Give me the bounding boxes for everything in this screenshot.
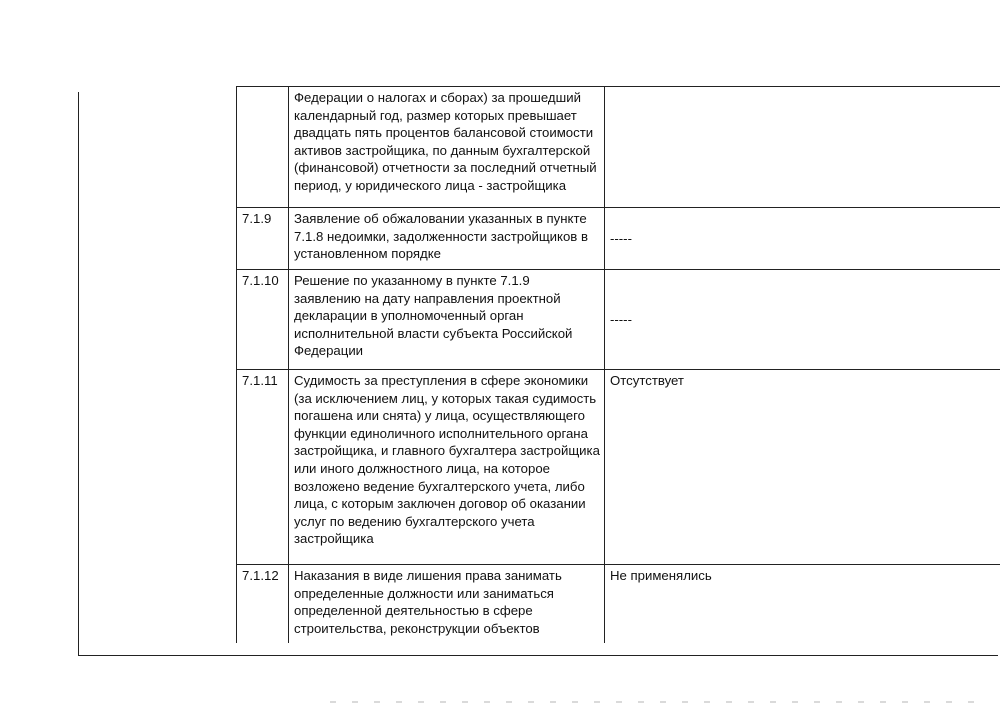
- left-margin-rule: [78, 92, 79, 656]
- item-number: 7.1.9: [237, 208, 289, 270]
- item-number: 7.1.12: [237, 565, 289, 644]
- table-row: [237, 87, 1000, 208]
- item-value: -----: [605, 208, 1000, 270]
- item-number: [237, 87, 289, 208]
- item-description: Заявление об обжаловании указанных в пункте 7.1.8 недоимки, задолженности застройщиков в установленном порядке: [289, 208, 605, 270]
- item-number: 7.1.10: [237, 270, 289, 370]
- item-description: Судимость за преступления в сфере экономики (за исключением лиц, у которых такая судимость погашена или снята) у лица, осуществляющего функции единоличного исполнительного органа застройщика, и главного бухгалтера застройщика или иного должностного лица, на которое возложено ведение бухгалтерского учета, либо лица, с которым заключен договор об оказании услуг по ведению бухгалтерского учета застройщика: [289, 370, 605, 565]
- table-row: [237, 208, 1000, 270]
- item-value: -----: [605, 270, 1000, 370]
- item-value: [605, 87, 1000, 208]
- item-description: Наказания в виде лишения права занимать определенные должности или заниматься определенной деятельностью в сфере строительства, реконструкции объектов: [289, 565, 605, 644]
- table-row: [237, 270, 1000, 370]
- item-value: Не применялись: [605, 565, 1000, 644]
- bottom-rule: [78, 655, 998, 656]
- item-value: Отсутствует: [605, 370, 1000, 565]
- item-number: 7.1.11: [237, 370, 289, 565]
- table-row: [237, 370, 1000, 565]
- item-description: Решение по указанному в пункте 7.1.9 заявлению на дату направления проектной декларации в уполномоченный орган исполнительной власти субъекта Российской Федерации: [289, 270, 605, 370]
- table-row: [237, 565, 1000, 644]
- item-description: Федерации о налогах и сборах) за прошедший календарный год, размер которых превышает двадцать пять процентов балансовой стоимости активов застройщика, по данным бухгалтерской (финансовой) отчетности за последний отчетный период, у юридического лица - застройщика: [289, 87, 605, 208]
- scan-artifact: [330, 701, 980, 703]
- disclosure-table: [236, 86, 1000, 643]
